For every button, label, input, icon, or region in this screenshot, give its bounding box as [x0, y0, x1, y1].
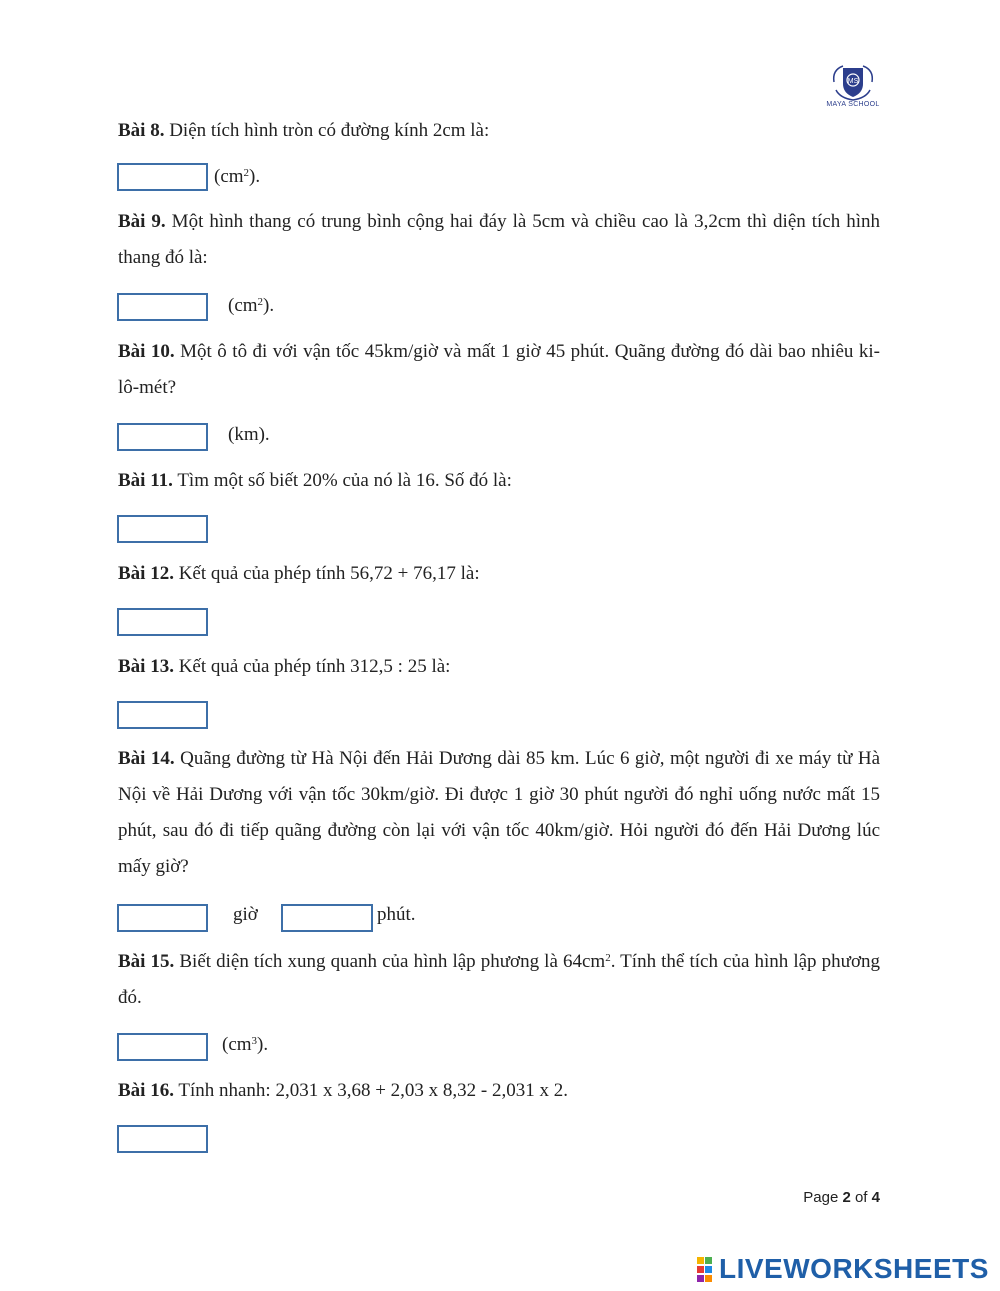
liveworksheets-wordmark: LIVEWORKSHEETS	[719, 1253, 989, 1284]
question-text: Kết quả của phép tính 56,72 + 76,17 là:	[173, 563, 480, 584]
question-text-a: Biết diện tích xung quanh của hình lập phương là 64cm	[174, 951, 606, 972]
question-text: Quãng đường từ Hà Nội đến Hải Dương dài 85 km. Lúc 6 giờ, một người đi xe máy từ Hà Nội về Hải Dương với vận tốc 30km/giờ. Đi được 1 giờ 30 phút người đó nghỉ uống nước mất 15 phút, sau đó đi tiếp quãng đường còn lại với vận tốc 40km/giờ. Hỏi người đó đến Hải Dương lúc mấy giờ?	[118, 748, 880, 877]
liveworksheets-brand	[697, 1254, 995, 1286]
question-11	[118, 463, 880, 499]
question-text: Một ô tô đi với vận tốc 45km/giờ và mất 1 giờ 45 phút. Quãng đường đó dài bao nhiêu ki-lô-mét?	[118, 341, 881, 398]
question-text-sup: 2	[605, 952, 611, 964]
question-10	[118, 334, 880, 406]
answer-box-11[interactable]	[117, 515, 208, 543]
question-text: Một hình thang có trung bình cộng hai đáy là 5cm và chiều cao là 3,2cm thì diện tích hình thang đó là:	[118, 211, 881, 268]
question-label: Bài 13.	[118, 656, 174, 677]
answer-box-14-hour[interactable]	[117, 904, 208, 932]
question-label: Bài 11.	[118, 470, 173, 491]
page-number: Page 2 of 4	[803, 1189, 880, 1206]
question-12	[118, 556, 880, 592]
answer-box-12[interactable]	[117, 608, 208, 636]
question-label: Bài 10.	[118, 341, 175, 362]
question-label: Bài 14.	[118, 748, 175, 769]
question-text-b: . Tính thể tích của hình lập phương đó.	[118, 951, 880, 1008]
school-crest-icon	[826, 62, 880, 102]
answer-unit-10: (km).	[228, 424, 270, 445]
question-15	[118, 944, 880, 1016]
answer-unit-9: $(cm^2)$.	[228, 295, 275, 316]
question-8	[118, 113, 880, 149]
question-label: Bài 15.	[118, 951, 175, 972]
answer-box-15[interactable]	[117, 1033, 208, 1061]
liveworksheets-logo-icon	[697, 1257, 721, 1283]
school-logo	[826, 62, 880, 112]
question-label: Bài 16.	[118, 1080, 174, 1101]
answer-box-10[interactable]	[117, 423, 208, 451]
answer-unit-minute: phút.	[377, 904, 416, 925]
answer-unit-15: $(cm^3)$.	[222, 1034, 269, 1055]
question-label: Bài 9.	[118, 211, 166, 232]
answer-unit-8: $(cm^2)$.	[214, 166, 261, 187]
question-16	[118, 1073, 880, 1109]
answer-box-16[interactable]	[117, 1125, 208, 1153]
question-text: Tính nhanh: 2,031 x 3,68 + 2,03 x 8,32 - 2,031 x 2.	[173, 1080, 568, 1101]
question-label: Bài 8.	[118, 120, 165, 141]
question-text: Diện tích hình tròn có đường kính 2cm là:	[164, 120, 490, 141]
question-13	[118, 649, 880, 685]
question-9	[118, 204, 880, 276]
answer-box-13[interactable]	[117, 701, 208, 729]
question-label: Bài 12.	[118, 563, 174, 584]
question-text: Kết quả của phép tính 312,5 : 25 là:	[173, 656, 451, 677]
answer-unit-hour: giờ	[233, 904, 258, 925]
question-text: Tìm một số biết 20% của nó là 16. Số đó là:	[172, 470, 512, 491]
svg-text:MS: MS	[847, 78, 859, 85]
logo-caption: MAYA SCHOOL	[826, 101, 880, 108]
answer-box-9[interactable]	[117, 293, 208, 321]
answer-box-8[interactable]	[117, 163, 208, 191]
question-14	[118, 741, 880, 885]
answer-box-14-minute[interactable]	[281, 904, 373, 932]
